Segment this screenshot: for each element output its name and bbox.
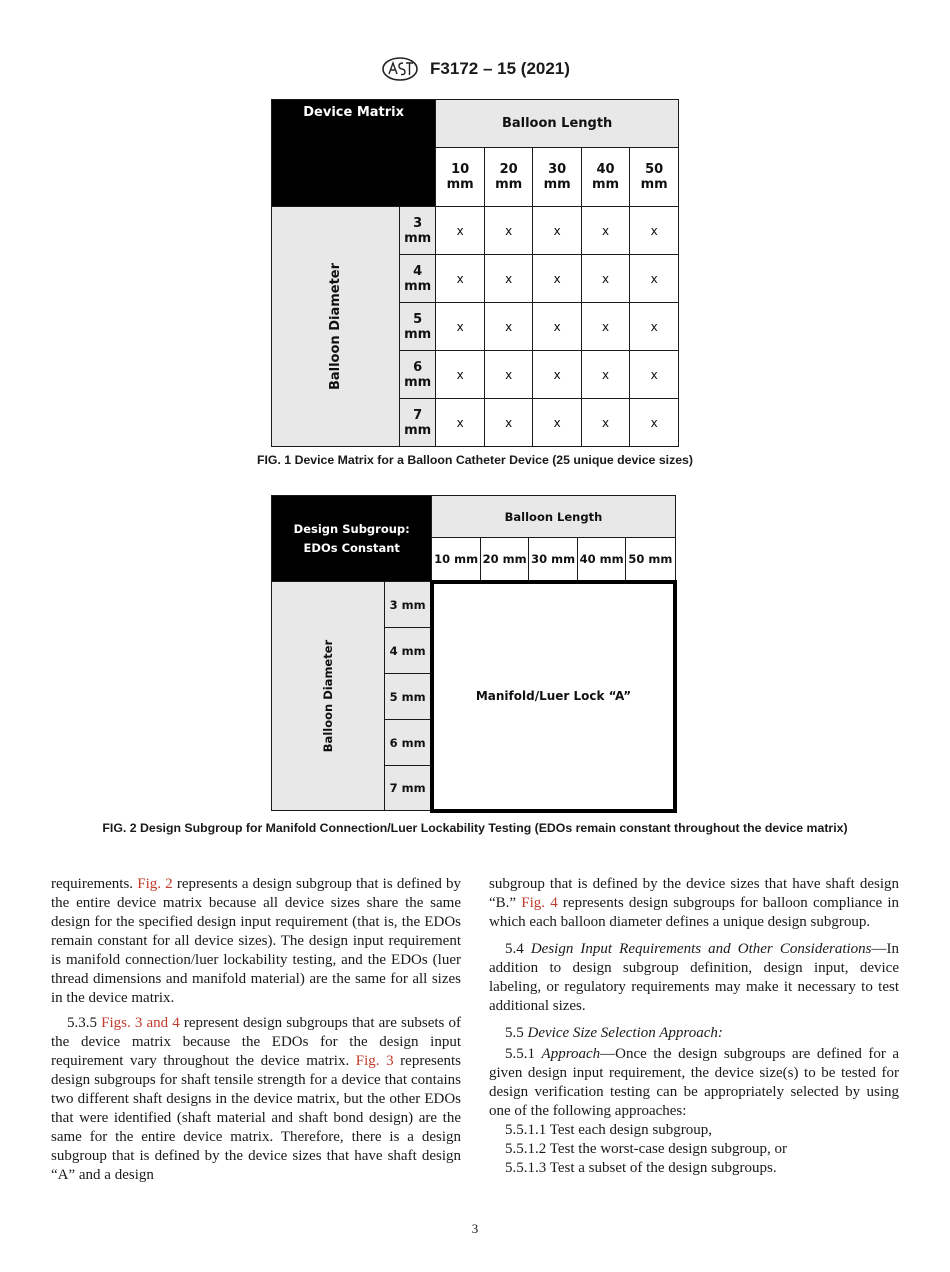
matrix-cell: x [533,207,581,255]
balloon-diameter-header [272,582,385,811]
matrix-cell: x [484,351,532,399]
balloon-diameter-label: Balloon Diameter [328,262,344,391]
body-column-right [489,875,899,1178]
corner-label-line2: EDOs Constant [303,540,400,555]
matrix-corner-label: Device Matrix [272,100,436,207]
diameter-header-4: 4 mm [385,628,432,674]
length-header-20: 20 mm [480,538,528,582]
balloon-diameter-header [272,207,400,447]
astm-logo-icon [380,56,420,82]
design-subgroup-table [271,495,677,813]
matrix-cell: x [581,255,629,303]
text-run: —In addition to design subgroup definition, design input, device labeling, or regulatory requirements may make it necessary to test additional sizes. [489,941,899,1014]
page-number: 3 [471,1221,479,1236]
paragraph-5-4 [489,940,899,1016]
balloon-length-header: Balloon Length [436,100,679,148]
matrix-cell: x [484,255,532,303]
matrix-cell: x [533,399,581,447]
text-run: requirements. [51,876,138,892]
matrix-cell: x [630,399,679,447]
matrix-cell: x [436,255,485,303]
section-title: Approach [541,1046,601,1062]
text-run: subgroup that is defined by the device sizes that have shaft design “B.” [489,876,899,911]
paragraph [489,875,899,932]
text-run: represent design subgroups that are subsets of the device matrix because the EDOs for the design input requirement vary throughout the device matrix. [51,1015,461,1069]
diameter-header-5: 5 mm [385,674,432,720]
matrix-cell: x [630,303,679,351]
length-header-30: 30 mm [533,148,581,207]
diameter-header-6: 6 mm [385,720,432,766]
matrix-cell: x [630,207,679,255]
text-run: —Once the design subgroups are defined for a given design input requirement, the device size(s) to be tested for design verification testing can be appropriately selected by using one of the following approaches: [489,1046,900,1119]
body-column-left [51,875,461,1185]
corner-label-line1: Design Subgroup: [293,521,410,536]
length-header-30: 30 mm [529,538,577,582]
section-title: Device Size Selection Approach: [527,1025,723,1041]
length-header-10: 10 mm [436,148,485,207]
paragraph-5-5-1 [489,1045,899,1121]
section-number: 5.3.5 [67,1015,102,1031]
text-run: represents design subgroups for balloon compliance in which each balloon diameter defines a unique design subgroup. [489,895,899,930]
balloon-length-header: Balloon Length [432,496,675,538]
text-run: represents design subgroups for shaft tensile strength for a device that contains two different shaft designs in the device matrix, but the other EDOs that were identified (shaft material and shaft bond design) are the same for the entire device matrix. Therefore, there is a design subgroup that is defined by the device sizes that have shaft design “A” and a design [51,1053,461,1183]
diameter-header-7: 7 mm [400,399,436,447]
length-header-40: 40 mm [581,148,629,207]
diameter-header-5: 5 mm [400,303,436,351]
table-row [272,582,676,628]
section-title: Design Input Requirements and Other Considerations [530,941,872,957]
matrix-cell: x [581,207,629,255]
paragraph [51,875,461,1008]
matrix-cell: x [484,207,532,255]
fig-4-link[interactable]: Fig. 4 [521,895,558,911]
fig-3-link[interactable]: Fig. 3 [355,1053,394,1069]
matrix-cell: x [630,255,679,303]
fig-2-link[interactable]: Fig. 2 [137,876,173,892]
text-run: represents a design subgroup that is defined by the entire device matrix because all device sizes share the same design for the specified design input requirement (that is, the EDOs remain constant for all device sizes). The design input requirement is manifold connection/luer lockability testing, and the EDOs (luer thread dimensions and manifold material) are the same for all sizes in the device matrix. [51,876,461,1006]
diameter-header-4: 4 mm [400,255,436,303]
matrix-cell: x [533,351,581,399]
page-header [0,56,950,82]
matrix-cell: x [581,399,629,447]
matrix-cell: x [436,207,485,255]
matrix-cell: x [436,399,485,447]
diameter-header-7: 7 mm [385,766,432,811]
matrix-cell: x [436,303,485,351]
table-row [272,207,679,255]
section-number: 5.4 [505,941,531,957]
figure-1-caption: FIG. 1 Device Matrix for a Balloon Catheter Device (25 unique device sizes) [256,453,693,467]
matrix-cell: x [581,303,629,351]
diameter-header-6: 6 mm [400,351,436,399]
length-header-20: 20 mm [484,148,532,207]
diameter-header-3: 3 mm [400,207,436,255]
matrix-cell: x [484,399,532,447]
design-subgroup-region: Manifold/Luer Lock “A” [432,582,675,811]
list-item: 5.5.1.2 Test the worst-case design subgroup, or [505,1141,787,1157]
matrix-cell: x [436,351,485,399]
length-header-40: 40 mm [577,538,625,582]
device-matrix-table [271,99,679,447]
list-item: 5.5.1.3 Test a subset of the design subgroups. [505,1160,777,1176]
matrix-cell: x [630,351,679,399]
matrix-cell: x [533,303,581,351]
list-item: 5.5.1.1 Test each design subgroup, [505,1122,712,1138]
section-number: 5.5.1 [505,1046,542,1062]
matrix-cell: x [581,351,629,399]
paragraph-5-5 [489,1024,899,1043]
length-header-50: 50 mm [630,148,679,207]
matrix-cell: x [533,255,581,303]
section-number: 5.5 [505,1025,528,1041]
document-id: F3172 – 15 (2021) [430,59,570,78]
length-header-50: 50 mm [626,538,675,582]
figure-2-caption: FIG. 2 Design Subgroup for Manifold Connection/Luer Lockability Testing (EDOs remain constant throughout the device matrix) [102,821,848,835]
figs-3-and-4-link[interactable]: Figs. 3 and 4 [101,1015,180,1031]
length-header-10: 10 mm [432,538,480,582]
subgroup-corner-label [272,496,432,582]
diameter-header-3: 3 mm [385,582,432,628]
matrix-cell: x [484,303,532,351]
paragraph-5-3-5 [51,1014,461,1185]
balloon-diameter-label: Balloon Diameter [321,639,336,753]
